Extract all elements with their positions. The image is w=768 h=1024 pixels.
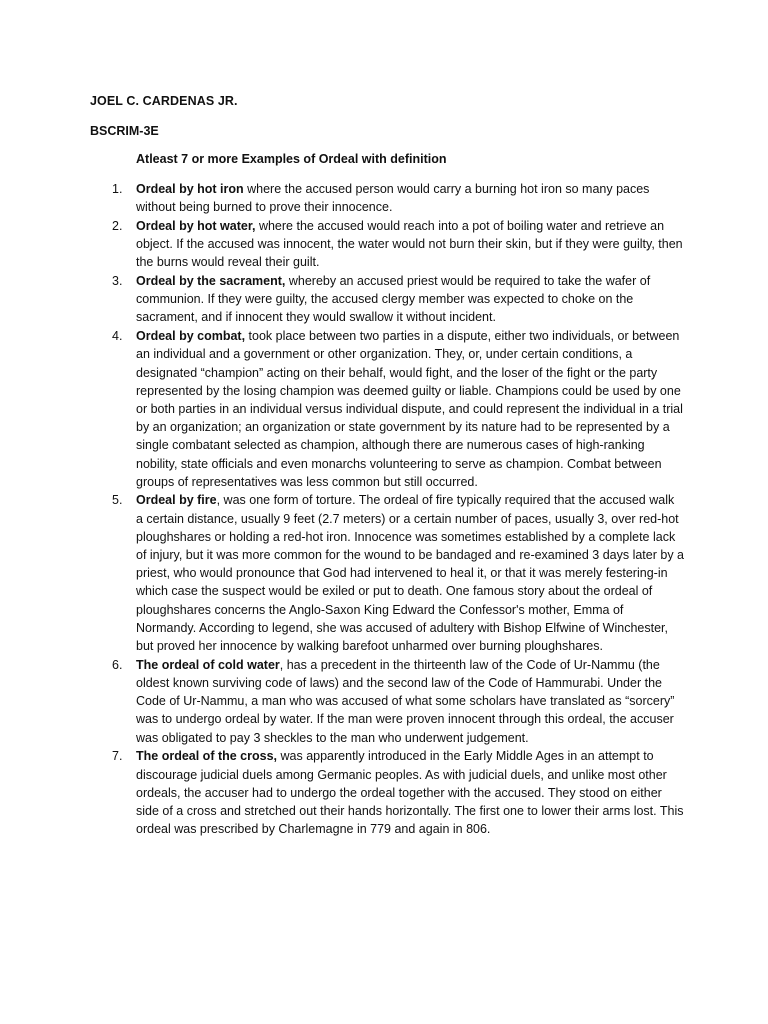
item-number: 4. bbox=[112, 329, 123, 344]
item-term: The ordeal of cold water bbox=[136, 657, 280, 672]
item-term: The ordeal of the cross, bbox=[136, 749, 278, 764]
item-term: Ordeal by hot iron bbox=[136, 182, 244, 196]
item-number: 2. bbox=[112, 218, 123, 233]
item-definition: , has a precedent in the thirteenth law of the Code of Ur-Nammu (the oldest known surviving code of laws) and the second law of the Code of Hammurabi. Under the Code of Ur-Nammu, a man who was accused of what some scholars have translated as “sorcery” was to undergo ordeal by water. If the man were proven innocent through this ordeal, the accuser was obligated to pay 3 sheckles to the man who underwent judgement. bbox=[136, 657, 675, 745]
item-number: 5. bbox=[112, 493, 123, 508]
list-item bbox=[112, 491, 684, 655]
item-number: 1. bbox=[112, 182, 123, 196]
item-term: Ordeal by the sacrament, bbox=[136, 274, 286, 289]
item-number: 6. bbox=[112, 657, 123, 672]
list-item bbox=[112, 272, 684, 327]
item-definition: whereby an accused priest would be required to take the wafer of communion. If they were guilty, the accused clergy member was expected to choke on the sacrament, and if innocent they would swallow it without incident. bbox=[136, 274, 651, 325]
item-definition: where the accused would reach into a pot of boiling water and retrieve an object. If the accused was innocent, the water would not burn their skin, but if they were guilty, then the burns would reveal their guilt. bbox=[136, 218, 683, 270]
author-name: JOEL C. CARDENAS JR. bbox=[90, 94, 238, 108]
item-definition: , was one form of torture. The ordeal of fire typically required that the accused walk a certain distance, usually 9 feet (2.7 meters) or a certain number of paces, usually 3, over red-hot ploughshares or holding a red-hot iron. Innocence was sometimes established by a complete lack of injury, but it was more common for the wound to be bandaged and re-examined 3 days later by a priest, who would pronounce that God had intervened to heal it, or that it was merely festering-in which case the suspect would be exiled or put to death. One famous story about the ordeal of ploughshares concerns the Anglo-Saxon King Edward the Confessor's mother, Emma of Normandy. According to legend, she was accused of adultery with Bishop Elfwine of Winchester, but proved her innocence by walking barefoot unharmed over burning ploughshares. bbox=[136, 493, 684, 654]
course-section: BSCRIM-3E bbox=[90, 124, 159, 138]
list-item bbox=[112, 217, 684, 272]
item-definition: took place between two parties in a dispute, either two individuals, or between an individual and a government or other organization. They, or, under certain conditions, a designated “champion” acting on their behalf, would fight, and the loser of the fight or the party represented by the losing champion was deemed guilty or liable. Champions could be used by one or both parties in an individual versus individual dispute, and could represent the individual in a trial by an organization; an organization or state government by its nature had to be represented by a single combatant selected as champion, although there are numerous cases of high-ranking nobility, state officials and even monarchs volunteering to serve as champion. Combat between groups of representatives was less common but still occurred. bbox=[136, 329, 683, 489]
ordeal-list bbox=[112, 180, 684, 839]
list-item bbox=[112, 327, 684, 491]
item-number: 3. bbox=[112, 274, 123, 289]
assignment-heading: Atleast 7 or more Examples of Ordeal with definition bbox=[136, 152, 447, 166]
item-term: Ordeal by fire bbox=[136, 493, 217, 508]
item-number: 7. bbox=[112, 749, 123, 764]
list-item bbox=[112, 656, 684, 747]
item-definition: was apparently introduced in the Early Middle Ages in an attempt to discourage judicial duels among Germanic peoples. As with judicial duels, and unlike most other ordeals, the accuser had to undergo the ordeal together with the accused. They stood on either side of a cross and stretched out their hands horizontally. The first one to lower their arms lost. This ordeal was prescribed by Charlemagne in 779 and again in 806. bbox=[136, 749, 684, 837]
list-item bbox=[112, 180, 684, 216]
list-item bbox=[112, 747, 684, 838]
item-definition: where the accused person would carry a burning hot iron so many paces without being burned to prove their innocence. bbox=[136, 182, 650, 215]
item-term: Ordeal by combat, bbox=[136, 329, 246, 344]
item-term: Ordeal by hot water, bbox=[136, 218, 256, 233]
